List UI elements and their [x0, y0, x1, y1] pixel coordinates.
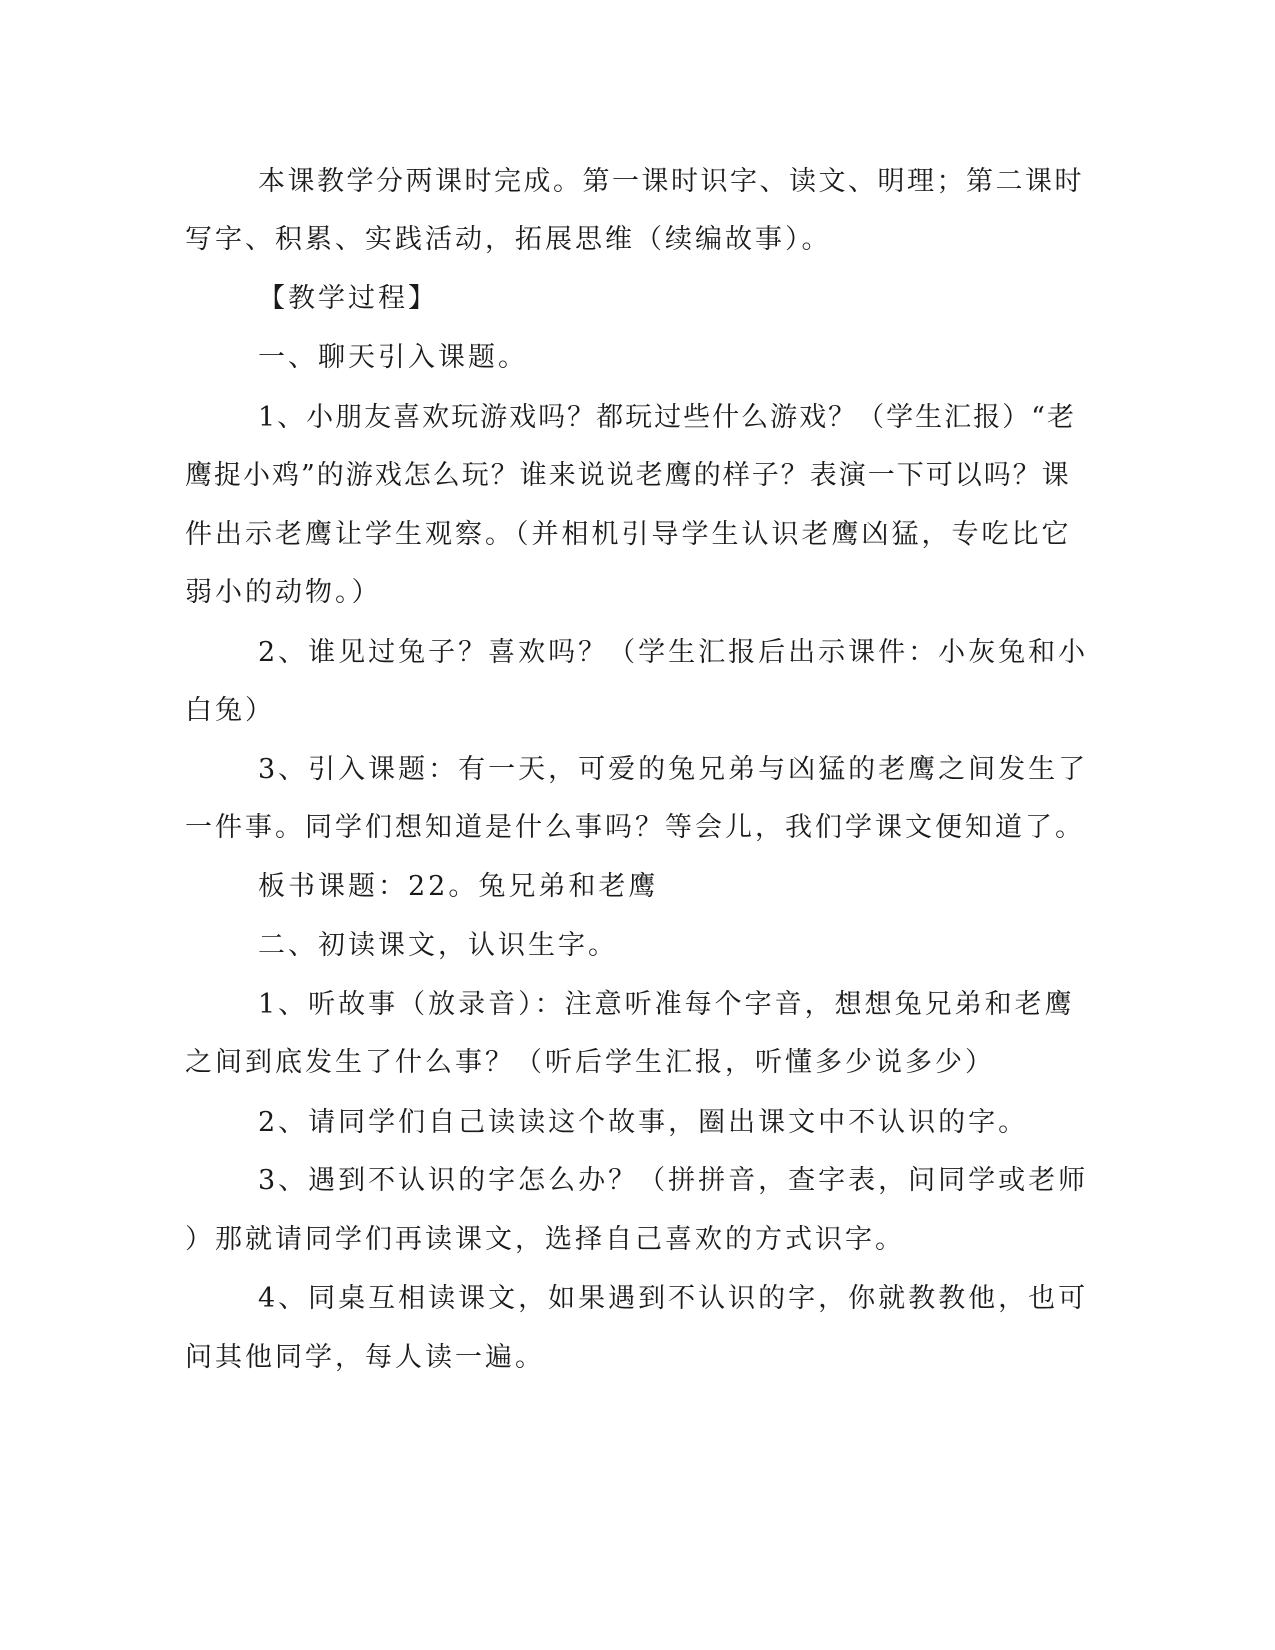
paragraph-line: 2、请同学们自己读读这个故事，圈出课文中不认识的字。 — [258, 1107, 1029, 1138]
paragraph-line: 之间到底发生了什么事？（听后学生汇报，听懂多少说多少） — [185, 1047, 995, 1078]
paragraph-line: 1、小朋友喜欢玩游戏吗？都玩过些什么游戏？（学生汇报）“老 — [258, 402, 1076, 433]
paragraph-line: 一件事。同学们想知道是什么事吗？等会儿，我们学课文便知道了。 — [185, 812, 1085, 843]
section-heading: 二、初读课文，认识生字。 — [258, 930, 618, 961]
paragraph-line: 3、遇到不认识的字怎么办？（拼拼音，查字表，问同学或老师 — [258, 1165, 1089, 1196]
paragraph-line: 4、同桌互相读课文，如果遇到不认识的字，你就教教他，也可 — [258, 1283, 1089, 1314]
paragraph-line: 白兔） — [185, 695, 275, 726]
paragraph-line: 板书课题：22。兔兄弟和老鹰 — [258, 871, 659, 902]
paragraph-line: 3、引入课题：有一天，可爱的兔兄弟与凶猛的老鹰之间发生了 — [258, 754, 1089, 785]
paragraph-line: 写字、积累、实践活动，拓展思维（续编故事）。 — [185, 224, 832, 255]
paragraph-line: ）那就请同学们再读课文，选择自己喜欢的方式识字。 — [185, 1224, 905, 1255]
paragraph-line: 鹰捉小鸡”的游戏怎么玩？谁来说说老鹰的样子？表演一下可以吗？课 — [185, 460, 1071, 491]
paragraph-line: 弱小的动物。） — [185, 577, 382, 608]
paragraph-line: 件出示老鹰让学生观察。（并相机引导学生认识老鹰凶猛，专吃比它 — [185, 519, 1072, 550]
paragraph-line: 2、谁见过兔子？喜欢吗？（学生汇报后出示课件：小灰兔和小 — [258, 637, 1089, 668]
paragraph-line: 问其他同学，每人读一遍。 — [185, 1342, 545, 1373]
section-heading: 【教学过程】 — [258, 283, 438, 314]
paragraph-line: 1、听故事（放录音）：注意听准每个字音，想想兔兄弟和老鹰 — [258, 989, 1075, 1020]
section-heading: 一、聊天引入课题。 — [258, 342, 528, 373]
paragraph-line: 本课教学分两课时完成。第一课时识字、读文、明理；第二课时 — [258, 166, 1084, 197]
